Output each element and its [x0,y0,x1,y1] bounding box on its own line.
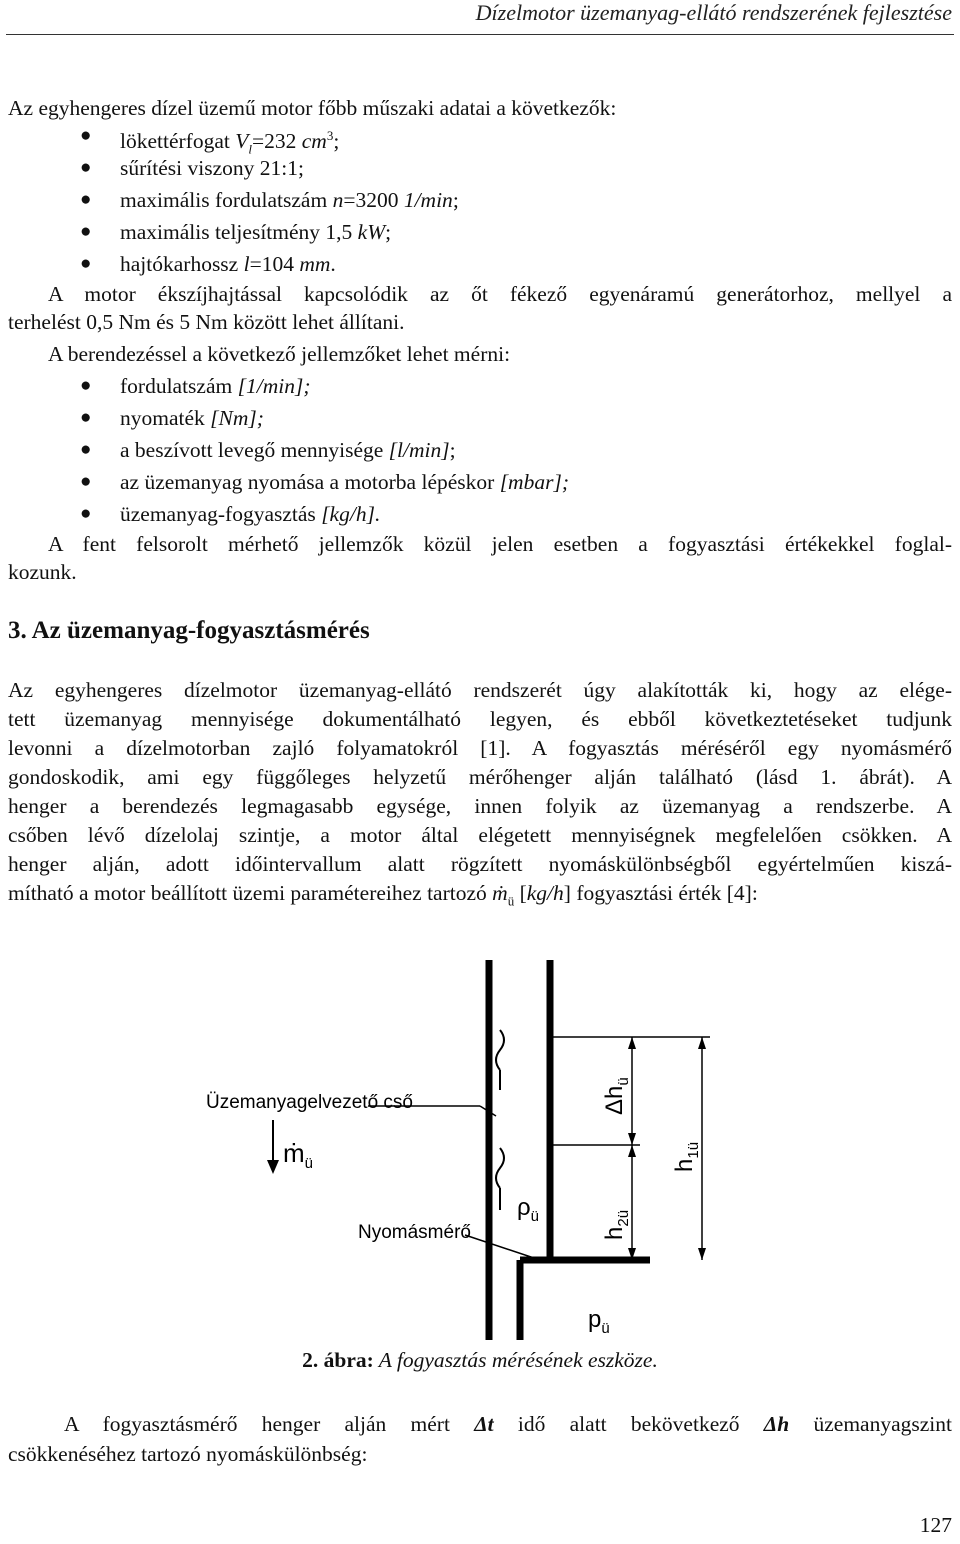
focus-line-1: A fent felsorolt mérhető jellemzők közül jelen esetben a fogyasztási értékekkel foglal- [48,532,952,556]
body-line: henger a berendezés legmagasabb egysége, innen folyik az üzemanyag a rendszerbe. A [8,794,952,818]
body-line: levonni a dízelmotorban zajló folyamatokról [1]. A fogyasztás méréséről egy nyomásmérő [8,736,952,760]
body-line: csőben lévő dízelolaj szintje, a motor által elégetett mennyiségnek megfelelően csökken. A [8,823,952,847]
spec-conrod: hajtókarhossz l=104 mm. [120,252,336,276]
bullet: ● [80,253,92,274]
bullet: ● [80,189,92,210]
level-wave-top [496,1030,504,1070]
spec-max-power: maximális teljesítmény 1,5 kW; [120,220,392,244]
measurable-consumption: üzemanyag-fogyasztás [kg/h]. [120,502,381,526]
section-heading: 3. Az üzemanyag-fogyasztásmérés [8,617,370,644]
bullet: ● [80,375,92,396]
bullet: ● [80,221,92,242]
body-line-last: mítható a motor beállított üzemi paramétereihez tartozó ṁ$_ü$ [kg/h] fogyasztási érték [4]: [8,881,758,909]
label-h1 [671,1142,702,1172]
bullet: ● [80,471,92,492]
bullet: ● [80,125,92,146]
label-mdot: ṁ$_ü$ [283,1138,314,1172]
focus-line-2: kozunk. [8,560,77,584]
spec-max-speed: maximális fordulatszám n=3200 1/min; [120,188,459,212]
measurable-speed: fordulatszám [1/min]; [120,374,311,398]
closing-line-1: A fogyasztásmérő henger alján mért Δt idő alatt bekövetkező Δh üzemanyagszint [64,1412,952,1436]
page-number: 127 [919,1513,952,1537]
header-rule [6,34,954,35]
coupling-line-2: terhelést 0,5 Nm és 5 Nm között lehet állítani. [8,310,405,334]
figure-caption: 2. ábra: A fogyasztás mérésének eszköze. [302,1348,658,1372]
figure-measuring-cylinder [0,940,960,1340]
svg-text:Δhü: $\Delta h_ü$ [601,1077,632,1115]
measurable-torque: nyomaték [Nm]; [120,406,264,430]
label-h2 [601,1210,632,1240]
label-p: $p_ü$ [588,1306,610,1337]
bullet: ● [80,503,92,524]
svg-text:h2ü: $h_{2ü}$ [601,1209,632,1240]
level-wave-bottom [496,1148,504,1188]
coupling-line-1: A motor ékszíjhajtással kapcsolódik az őt fékező egyenáramú generátorhoz, mellyel a [48,282,952,306]
label-dh [601,1077,632,1115]
bullet: ● [80,407,92,428]
label-outlet: Üzemanyagelvezető cső [206,1092,413,1113]
spec-displacement: lökettérfogat $V_l=232$ $cm^3$; [120,128,340,157]
running-header: Dízelmotor üzemanyag-ellátó rendszerének fejlesztése [475,0,952,25]
spec-compression: sűrítési viszony 21:1; [120,156,304,180]
body-line: tett üzemanyag mennyisége dokumentálható legyen, és ebből következtetéseket tudjunk [8,707,952,731]
body-line: gondoskodik, ami egy függőleges helyzetű mérőhenger alján található (lásd 1. ábrát). A [8,765,952,789]
closing-line-2: csökkenéséhez tartozó nyomáskülönbség: [8,1442,368,1466]
measurable-fuel-pressure: az üzemanyag nyomása a motorba lépéskor [mbar]; [120,470,569,494]
label-rho: $\rho_ü$ [517,1194,539,1225]
svg-text:h1ü: $h_{1ü}$ [671,1141,702,1172]
bullet: ● [80,439,92,460]
label-gauge: Nyomásmérő [358,1222,471,1243]
body-line: Az egyhengeres dízelmotor üzemanyag-ellátó rendszerét úgy alakították ki, hogy az elége- [8,678,952,702]
intro-line: Az egyhengeres dízel üzemű motor főbb műszaki adatai a következők: [8,96,617,120]
body-line: henger alján, adott időintervallum alatt rögzített nyomáskülönbségből egyértelműen kiszá- [8,852,952,876]
measurable-air: a beszívott levegő mennyisége [l/min]; [120,438,456,462]
bullet: ● [80,157,92,178]
measure-intro: A berendezéssel a következő jellemzőket lehet mérni: [48,342,511,366]
